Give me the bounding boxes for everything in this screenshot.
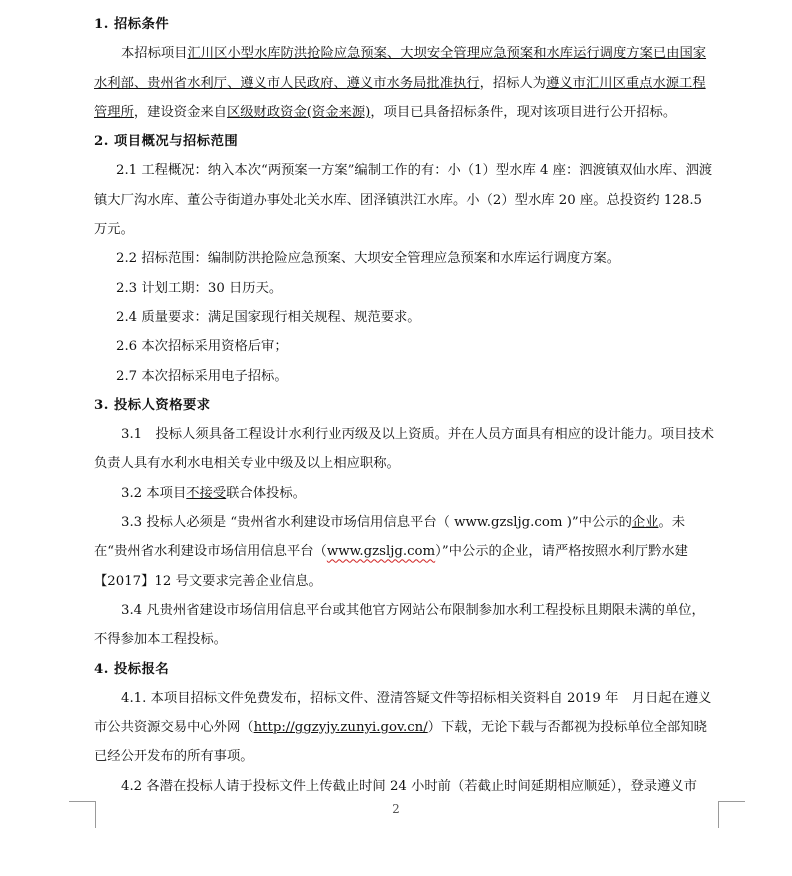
text-run: 联合体投标。 [226, 485, 306, 501]
clause-3-1: 3.1 投标人须具备工程设计水利行业丙级及以上资质。并在人员方面具有相应的设计能力。项目技术负责人具有水利水电相关专业中级及以上相应职称。 [94, 427, 714, 472]
clause-2-2: 2.2 招标范围：编制防洪抢险应急预案、大坝安全管理应急预案和水库运行调度方案。 [116, 251, 621, 267]
text-run: ）下载，无论下载与否都视为投标单位全部知晓已经公开发布的所有事项。 [94, 720, 707, 765]
clause-3-2 [94, 479, 718, 508]
page-number: 2 [392, 802, 400, 816]
platform-url: www.gzsljg.com [454, 515, 563, 531]
clause-2-4: 2.4 质量要求：满足国家现行相关规程、规范要求。 [116, 309, 421, 325]
text-run: ，招标人为 [479, 75, 547, 91]
clause-3-4: 3.4 凡贵州省建设市场信用信息平台或其他官方网站公布限制参加水利工程投标且期限未满的单位，不得参加本工程投标。 [94, 602, 705, 648]
text-run: 4.1. 本项目招标文件免费发布，招标文件、澄清答疑文件等招标相关资料自 2019 年 月日起在遵义市公共资源交易中心外网（ [94, 690, 712, 736]
clause-2-1: 2.1 工程概况：纳入本次“两预案一方案”编制工作的有：小（1）型水库 4 座：泗渡镇双仙水库、泗渡镇大厂沟水库、董公寺街道办事处北关水库、团泽镇洪江水库。小（2）型水库 20 座。总投资约 128.5 万元。 [94, 163, 713, 238]
section-3-heading: 3. 投标人资格要求 [94, 397, 211, 413]
text-run: 3.2 本项目 [121, 485, 187, 501]
section-2-heading: 2. 项目概况与招标范围 [94, 134, 239, 150]
text-run: )”中公示的 [562, 515, 632, 531]
clause-3-3 [94, 508, 718, 596]
clause-2-3: 2.3 计划工期：30 日历天。 [116, 280, 283, 296]
section-1-paragraph [94, 39, 718, 127]
not-accepted-text: 不接受 [186, 485, 227, 501]
platform-url: www.gzsljg.com [326, 544, 436, 560]
fund-source: 区级财政资金(资金来源) [226, 104, 371, 120]
text-run: 。未在“贵州省水利建设市场信用信息平台（ [94, 515, 686, 560]
tenderer-name: 遵义市汇川区重点水源工程管理所 [94, 75, 706, 120]
text-run: 本招标项目 [121, 46, 188, 62]
text-run: 3.3 投标人必须是 “贵州省水利建设市场信用信息平台（ [121, 515, 455, 531]
text-run: ，建设资金来自 [133, 104, 227, 120]
text-run: ，项目已具备招标条件，现对该项目进行公开招标。 [370, 104, 677, 120]
enterprise-text: 企业 [631, 515, 659, 531]
text-run: ）”中公示的企业，请严格按照水利厅黔水建【2017】12 号文要求完善企业信息。 [94, 544, 688, 589]
clause-4-1 [94, 684, 718, 772]
download-url: http://ggzyjy.zunyi.gov.cn/ [253, 720, 428, 736]
document-body [94, 10, 718, 801]
section-1-heading: 1. 招标条件 [94, 17, 170, 32]
project-name: 汇川区小型水库防洪抢险应急预案、大坝安全管理应急预案和水库运行调度方案已由国家水利部、贵州省水利厅、遵义市人民政府、遵义市水务局批准执行 [94, 46, 707, 91]
section-4-heading: 4. 投标报名 [94, 661, 170, 677]
clause-2-7: 2.7 本次招标采用电子招标。 [116, 368, 288, 384]
clause-4-2: 4.2 各潜在投标人请于投标文件上传截止时间 24 小时前（若截止时间延期相应顺延），登录遵义市 [121, 778, 697, 794]
clause-2-6: 2.6 本次招标采用资格后审； [116, 339, 288, 355]
